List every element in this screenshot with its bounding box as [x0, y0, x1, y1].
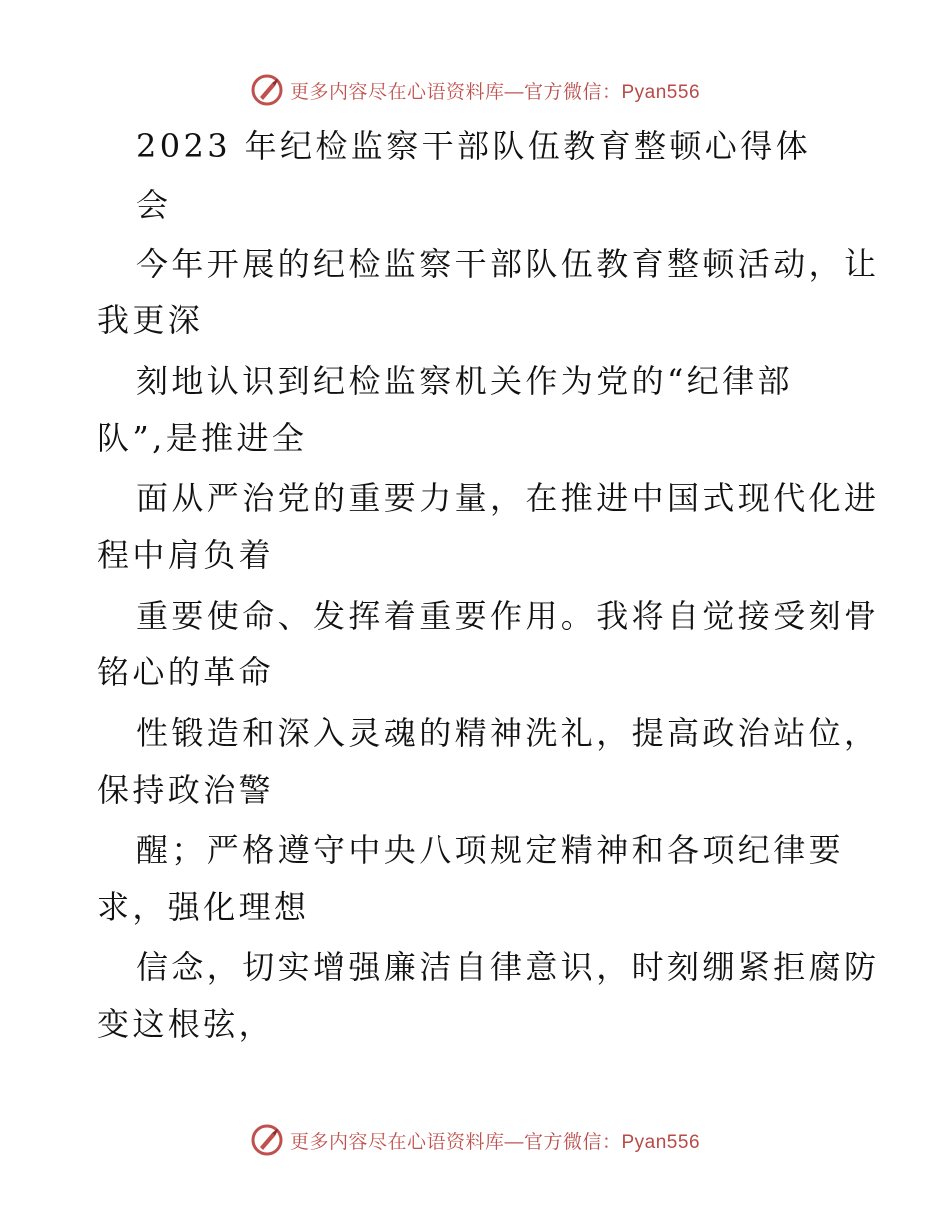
footer-wechat-label: 官方微信：	[523, 1131, 622, 1153]
pen-quill-seal-icon	[250, 73, 284, 107]
pen-quill-seal-icon	[250, 1123, 284, 1157]
footer-site-text: 更多内容尽在心语资料库	[289, 1131, 505, 1153]
header-banner-text	[290, 77, 700, 104]
footer-banner-text	[290, 1127, 700, 1154]
body-line: 面从严治党的重要力量，在推进中国式现代化进	[136, 479, 880, 517]
body-line: 程中肩负着	[97, 536, 275, 574]
body-line: 铭心的革命	[97, 653, 275, 691]
body-line: 信念，切实增强廉洁自律意识，时刻绷紧拒腐防	[136, 948, 880, 986]
body-line: 保持政治警	[97, 771, 275, 809]
body-line: 求，强化理想	[97, 888, 310, 926]
document-title-line-2: 会	[136, 186, 172, 224]
header-site-text: 更多内容尽在心语资料库	[289, 81, 505, 103]
footer-wechat-id: Pyan556	[621, 1131, 701, 1153]
document-title-line-1: 2023 年纪检监察干部队伍教育整顿心得体	[136, 127, 812, 165]
header-wechat-label: 官方微信：	[523, 81, 622, 103]
footer-dash: —	[504, 1131, 524, 1153]
body-line: 我更深	[97, 301, 204, 339]
body-line: 今年开展的纪检监察干部队伍教育整顿活动，让	[136, 245, 880, 283]
body-line: 刻地认识到纪检监察机关作为党的“纪律部	[136, 362, 793, 400]
body-line: 性锻造和深入灵魂的精神洗礼，提高政治站位，	[136, 714, 880, 752]
footer-banner	[0, 1120, 950, 1160]
header-banner	[0, 70, 950, 110]
header-dash: —	[504, 81, 524, 103]
body-line: 队”,是推进全	[97, 419, 308, 457]
header-wechat-id: Pyan556	[621, 81, 701, 103]
body-line: 变这根弦，	[97, 1005, 275, 1043]
body-line: 重要使命、发挥着重要作用。我将自觉接受刻骨	[136, 597, 880, 635]
body-line: 醒；严格遵守中央八项规定精神和各项纪律要	[136, 831, 845, 869]
